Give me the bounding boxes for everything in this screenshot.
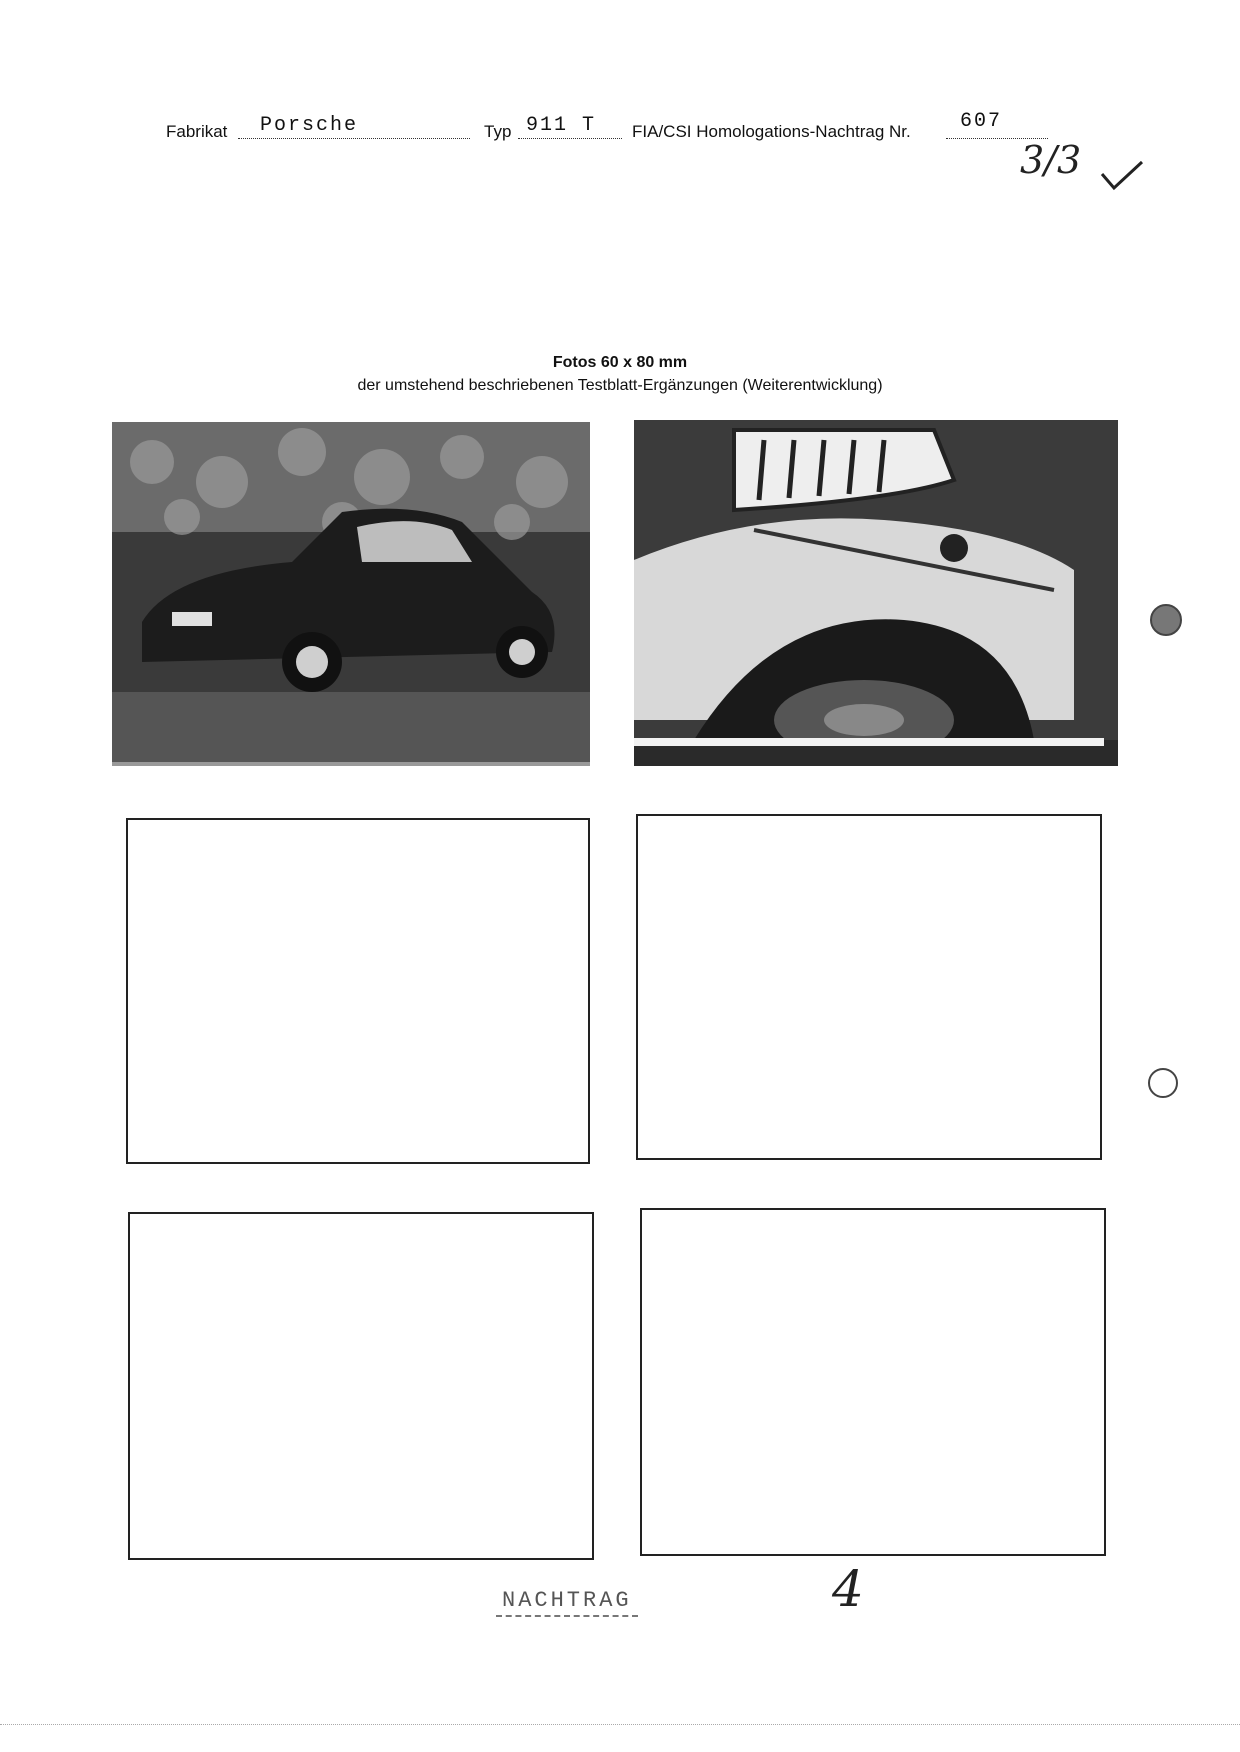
photo-frame-empty-3 [126, 818, 590, 1164]
page-subtitle: der umstehend beschriebenen Testblatt-Ergänzungen (Weiterentwicklung) [357, 377, 883, 394]
photo-rear-fender-detail [634, 420, 1118, 766]
typ-value: 911 T [526, 114, 597, 137]
handwritten-note: 3/3 [1020, 138, 1082, 182]
punch-hole-lower [1148, 1068, 1178, 1098]
nachtrag-stamp: NACHTRAG [496, 1588, 638, 1617]
fabrikat-value: Porsche [260, 114, 359, 137]
handwritten-stamp-number: 4 [832, 1560, 864, 1618]
photo-frame-empty-5 [128, 1212, 594, 1560]
form-header [166, 112, 1066, 146]
photo-frame-empty-4 [636, 814, 1102, 1160]
typ-label: Typ [484, 122, 512, 141]
nachtrag-label: FIA/CSI Homologations-Nachtrag Nr. [632, 122, 911, 141]
fabrikat-field [238, 114, 470, 139]
photo-frame-empty-6 [640, 1208, 1106, 1556]
photo-car-side-view [112, 422, 590, 766]
typ-field [518, 114, 622, 139]
nachtrag-value: 607 [960, 110, 1003, 133]
page-title: Fotos 60 x 80 mm [552, 354, 688, 371]
nachtrag-field [946, 110, 1048, 139]
scan-edge-line [0, 1724, 1240, 1725]
photo-edge [112, 762, 590, 766]
fabrikat-label: Fabrikat [166, 122, 228, 141]
check-mark-icon [1098, 158, 1146, 194]
punch-hole-upper [1150, 604, 1182, 636]
